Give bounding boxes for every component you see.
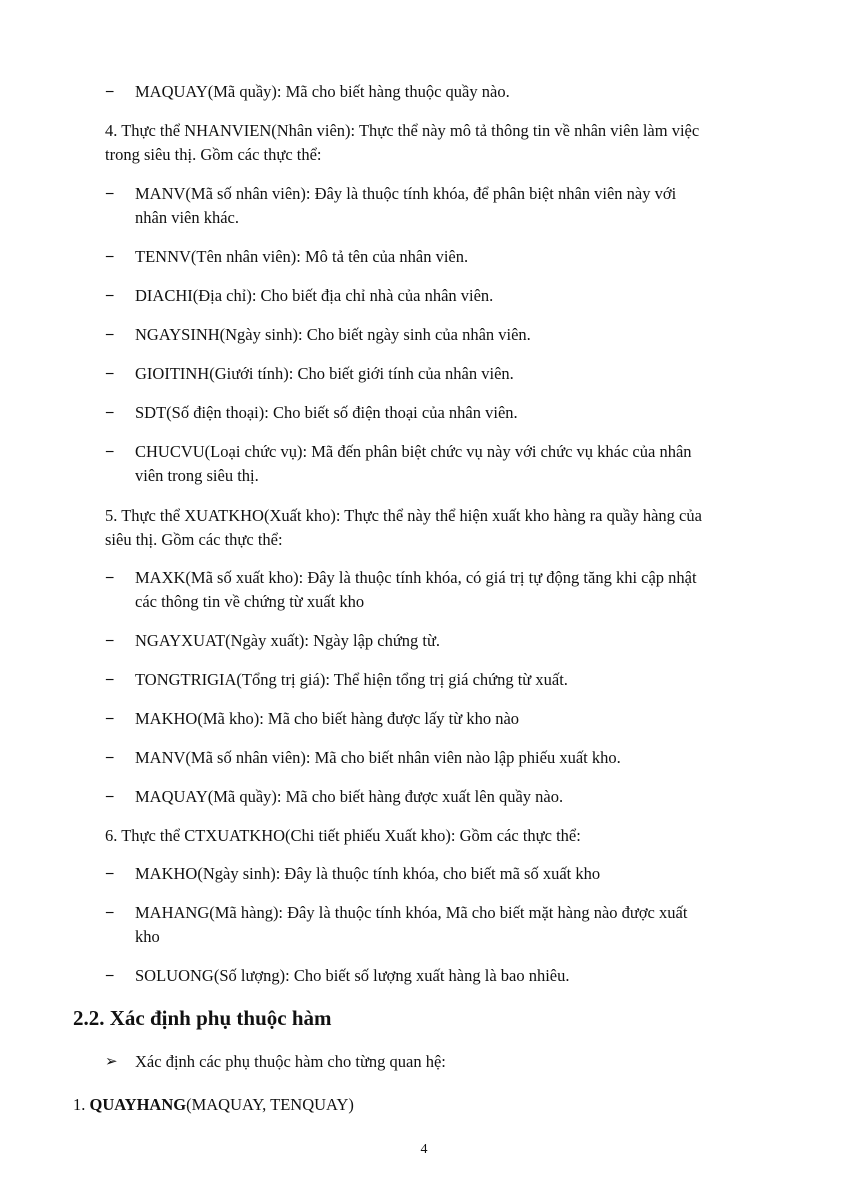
list-item: − CHUCVU(Loại chức vụ): Mã đến phân biệt chức vụ này với chức vụ khác của nhân viên trong siêu thị. <box>105 442 692 485</box>
list-item: − TENNV(Tên nhân viên): Mô tả tên của nhân viên. <box>105 247 469 266</box>
entity-4-intro: 4. Thực thể NHANVIEN(Nhân viên): Thực thể này mô tả thông tin về nhân viên làm việc trong siêu thị. Gồm các thực thể: <box>105 121 700 164</box>
list-item <box>105 80 785 104</box>
entity-6-intro: 6. Thực thể CTXUATKHO(Chi tiết phiếu Xuất kho): Gồm các thực thể: <box>105 826 581 845</box>
list-item-text: MAQUAY(Mã quầy): Mã cho biết hàng thuộc quầy nào. <box>135 82 510 101</box>
section-heading: 2.2. Xác định phụ thuộc hàm <box>73 1006 332 1030</box>
relation-1: 1. QUAYHANG(MAQUAY, TENQUAY) <box>73 1095 354 1114</box>
list-item: − MAHANG(Mã hàng): Đây là thuộc tính khóa, Mã cho biết mặt hàng nào được xuất kho <box>105 903 688 946</box>
relation-name: QUAYHANG <box>89 1095 187 1114</box>
arrow-list-item: ➢ Xác định các phụ thuộc hàm cho từng quan hệ: <box>105 1050 785 1074</box>
list-item: − MAKHO(Ngày sinh): Đây là thuộc tính khóa, cho biết mã số xuất kho <box>105 864 601 883</box>
list-item: − NGAYSINH(Ngày sinh): Cho biết ngày sinh của nhân viên. <box>105 325 531 344</box>
page-number: 4 <box>420 1142 428 1157</box>
list-item: − DIACHI(Địa chỉ): Cho biết địa chỉ nhà của nhân viên. <box>105 286 494 305</box>
list-item: − MAQUAY(Mã quầy): Mã cho biết hàng được xuất lên quầy nào. <box>105 787 564 806</box>
list-item: − TONGTRIGIA(Tổng trị giá): Thể hiện tổng trị giá chứng từ xuất. <box>105 670 568 689</box>
list-item: − GIOITINH(Giưới tính): Cho biết giới tính của nhân viên. <box>105 364 514 383</box>
list-item: − SDT(Số điện thoại): Cho biết số điện thoại của nhân viên. <box>105 403 518 422</box>
list-item: − MANV(Mã số nhân viên): Mã cho biết nhân viên nào lập phiếu xuất kho. <box>105 748 621 767</box>
bullet-dash: − <box>105 82 115 101</box>
list-item: − NGAYXUAT(Ngày xuất): Ngày lập chứng từ. <box>105 631 441 650</box>
list-item: − MANV(Mã số nhân viên): Đây là thuộc tính khóa, để phân biệt nhân viên này với nhân viên khác. <box>105 184 677 227</box>
arrow-bullet-icon: ➢ <box>105 1054 118 1070</box>
list-item: − SOLUONG(Số lượng): Cho biết số lượng xuất hàng là bao nhiêu. <box>105 966 570 985</box>
list-item: − MAKHO(Mã kho): Mã cho biết hàng được lấy từ kho nào <box>105 709 520 728</box>
list-item: − MAXK(Mã số xuất kho): Đây là thuộc tính khóa, có giá trị tự động tăng khi cập nhật các thông tin về chứng từ xuất kho <box>105 568 697 611</box>
entity-5-intro: 5. Thực thể XUATKHO(Xuất kho): Thực thể này thể hiện xuất kho hàng ra quầy hàng của siêu thị. Gồm các thực thể: <box>105 506 702 549</box>
